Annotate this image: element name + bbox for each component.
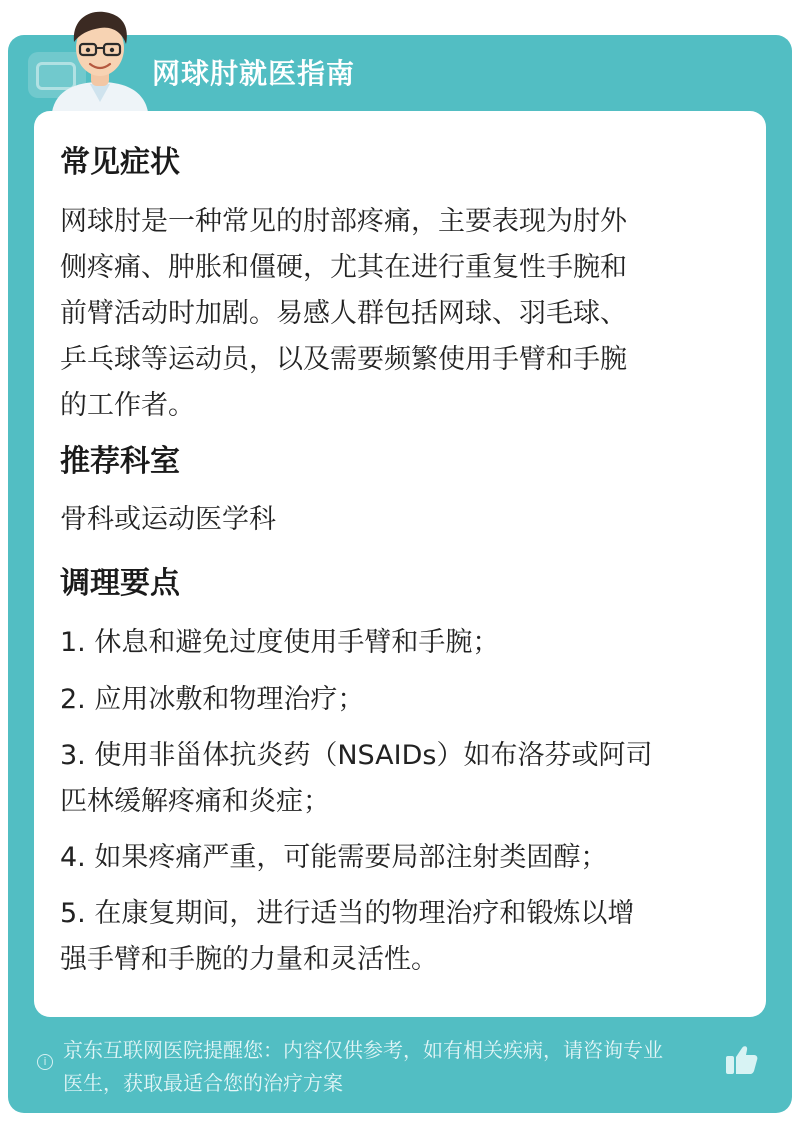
department-text: 骨科或运动医学科 xyxy=(60,504,276,535)
care-item-line: 5. 在康复期间，进行适当的物理治疗和锻炼以增 xyxy=(60,898,635,929)
care-item-line: 匹林缓解疼痛和炎症； xyxy=(60,786,330,817)
symptoms-line: 的工作者。 xyxy=(60,390,195,421)
care-item-4 xyxy=(60,835,744,881)
symptoms-line: 网球肘是一种常见的肘部疼痛，主要表现为肘外 xyxy=(60,206,627,237)
care-item-2 xyxy=(60,677,744,723)
care-item-line: 1. 休息和避免过度使用手臂和手腕； xyxy=(60,627,500,658)
care-heading: 调理要点 xyxy=(60,566,180,601)
symptoms-line: 前臂活动时加剧。易感人群包括网球、羽毛球、 xyxy=(60,298,627,329)
symptoms-line: 乒乓球等运动员，以及需要频繁使用手臂和手腕 xyxy=(60,344,627,375)
thumbs-up-icon[interactable] xyxy=(722,1040,760,1078)
care-item-line: 3. 使用非甾体抗炎药（NSAIDs）如布洛芬或阿司 xyxy=(60,740,653,771)
symptoms-line: 侧疼痛、肿胀和僵硬，尤其在进行重复性手腕和 xyxy=(60,252,627,283)
care-item-line: 2. 应用冰敷和物理治疗； xyxy=(60,684,365,715)
doctor-avatar xyxy=(46,6,154,112)
care-item-line: 4. 如果疼痛严重，可能需要局部注射类固醇； xyxy=(60,842,608,873)
disclaimer-line: 京东互联网医院提醒您：内容仅供参考，如有相关疾病，请咨询专业 xyxy=(63,1038,663,1062)
symptoms-text xyxy=(60,199,730,429)
info-icon: i xyxy=(37,1054,53,1070)
page-title: 网球肘就医指南 xyxy=(152,57,356,90)
care-item-line: 强手臂和手腕的力量和灵活性。 xyxy=(60,944,438,975)
care-item-1 xyxy=(60,620,744,666)
disclaimer-text xyxy=(63,1034,731,1100)
disclaimer-line: 医生，获取最适合您的治疗方案 xyxy=(63,1071,343,1095)
symptoms-heading: 常见症状 xyxy=(60,145,180,180)
care-item-3 xyxy=(60,733,744,825)
department-heading: 推荐科室 xyxy=(60,444,180,479)
care-item-5 xyxy=(60,891,744,983)
